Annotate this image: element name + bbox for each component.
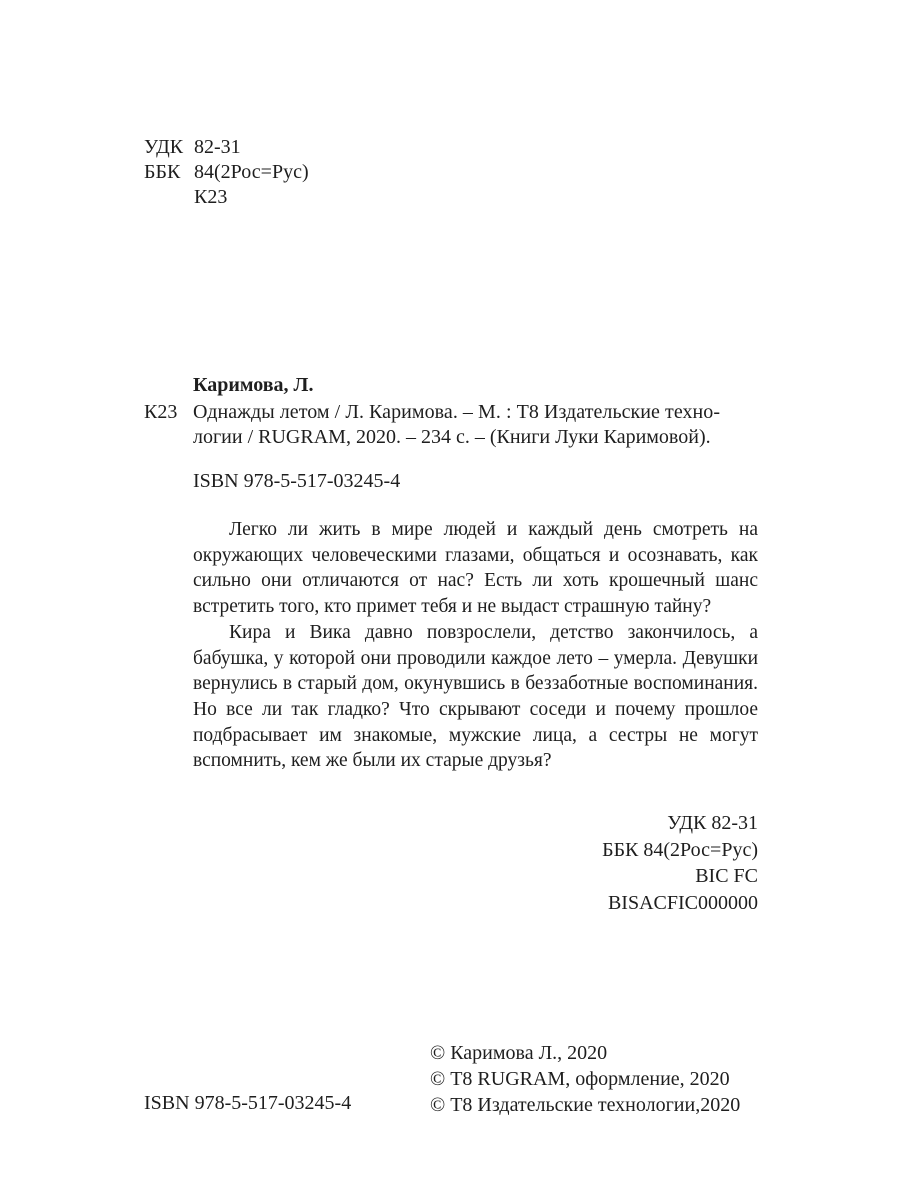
bib-description-line-1: Однажды летом / Л. Каримова. – М. : Т8 Издательские техно- [193, 401, 721, 423]
author-name: Каримова, Л. [193, 374, 314, 396]
annotation-paragraph-1: Легко ли жить в мире людей и каждый день смотреть на окружающих человеческими глазами, общаться и осознавать, как сильно они отличаются от нас? Есть ли хоть крошечный шанс встретить того, кто примет тебя и не выдаст страшную тайну? [193, 519, 758, 618]
bisac-code: BISACFIC000000 [607, 891, 758, 914]
author-mark: К23 [144, 401, 178, 423]
bib-description-line-2: логии / RUGRAM, 2020. – 234 с. – (Книги Луки Каримовой). [193, 426, 711, 448]
udk-row [144, 134, 241, 160]
author-mark-row [144, 184, 227, 210]
copyright-line-2: © Т8 RUGRAM, оформление, 2020 [430, 1068, 730, 1090]
udk-code: УДК 82-31 [667, 812, 758, 834]
bbk-row [144, 159, 309, 185]
bic-code: BIC FC [695, 865, 758, 887]
copyright-block [430, 1040, 740, 1118]
isbn-record: ISBN 978-5-517-03245-4 [193, 470, 401, 492]
annotation [193, 517, 758, 774]
annotation-paragraph-2: Кира и Вика давно повзрослели, детство закончилось, а бабушка, у которой они проводили каждое лето – умерла. Девушки вернулись в старый дом, окунувшись в беззаботные воспоминания. Но все ли так гладко? Что скрывают соседи и почему прошлое подбрасывает им знакомые, мужские лица, а сестры не могут вспомнить, кем же были их старые друзья? [193, 621, 758, 772]
udk-label: УДК [144, 136, 184, 158]
bbk-code: ББК 84(2Рос=Рус) [602, 838, 758, 861]
udk-value: 82-31 [194, 136, 241, 158]
copyright-line-1: © Каримова Л., 2020 [430, 1042, 608, 1064]
copyright-line-3: © Т8 Издательские технологии,2020 [430, 1094, 741, 1116]
author-mark-top: К23 [194, 186, 228, 208]
isbn-bottom: ISBN 978-5-517-03245-4 [144, 1092, 352, 1114]
bbk-label: ББК [144, 161, 181, 183]
bbk-value: 84(2Рос=Рус) [194, 161, 309, 183]
classification-codes [602, 810, 758, 916]
